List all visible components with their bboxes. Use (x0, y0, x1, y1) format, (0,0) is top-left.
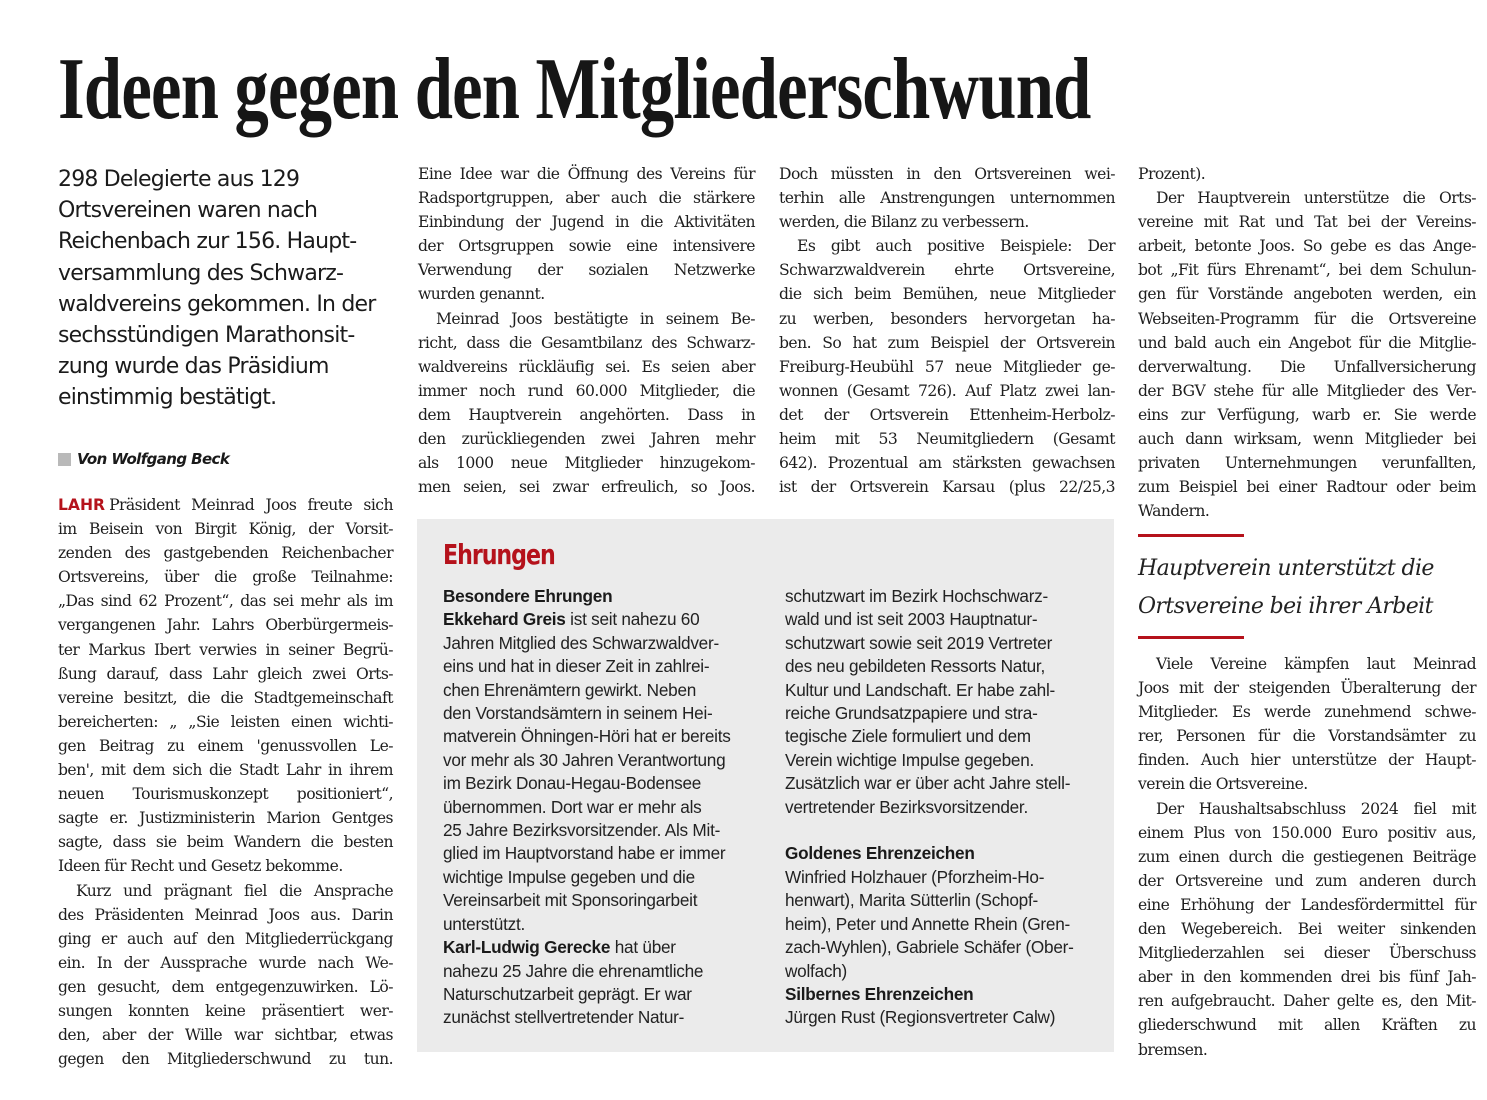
body-line: Joos mit der steigenden Überalterung der (1138, 679, 1476, 698)
body-line: ist der Ortsverein Karsau (plus 22/25,3 (779, 478, 1115, 497)
body-line: Prozent). (1138, 165, 1206, 183)
body-line: ßung darauf, dass Lahr gleich zwei Orts- (58, 664, 393, 683)
infobox-line: vertretender Bezirksvorsitzender. (785, 796, 1028, 817)
body-line: im Beisein von Birgit König, der Vorsit- (58, 520, 393, 539)
body-line: heim mit 53 Neumitgliedern (Gesamt (779, 430, 1115, 449)
body-line: der Ortsvereine und zum anderen durch (1138, 871, 1476, 890)
infobox-line: glied im Hauptvorstand habe er immer (443, 843, 726, 864)
subheading-line: Ortsvereine bei ihrer Arbeit (1138, 594, 1433, 619)
body-line: ein. In der Aussprache wurde nach We- (58, 953, 393, 972)
body-line: sagte er. Justizministerin Marion Gentges (58, 809, 393, 828)
column-2 (418, 162, 755, 499)
teaser-line: Reichenbach zur 156. Haupt- (58, 229, 357, 255)
body-line: des Präsidenten Meinrad Joos aus. Darin (58, 905, 393, 924)
teaser-line: Ortsvereinen waren nach (58, 198, 318, 224)
body-line: Wandern. (1138, 502, 1210, 521)
body-line: den Wegebereich. Bei weiter sinkenden (1138, 920, 1476, 939)
infobox-section-heading: Goldenes Ehrenzeichen (785, 843, 975, 864)
infobox-line: reiche Grundsatzpapiere und stra- (785, 703, 1038, 724)
teaser-line: einstimmig bestätigt. (58, 385, 277, 411)
body-line: Der Haushaltsabschluss 2024 fiel mit (1156, 799, 1476, 818)
body-line: vereine mit Rat und Tat bei der Vereins- (1138, 213, 1476, 232)
body-line: bot „Fit fürs Ehrenamt“, bei dem Schulun- (1138, 261, 1476, 280)
body-line: verein die Ortsvereine. (1138, 775, 1308, 794)
body-line: ren aufgebraucht. Daher gelte es, den Mit- (1138, 992, 1476, 1011)
body-line: der Ortsgruppen sowie eine intensivere (418, 237, 755, 256)
body-line: und bald auch ein Angebot für die Mitglie- (1138, 333, 1476, 352)
infobox-line: nahezu 25 Jahre die ehrenamtliche (443, 960, 704, 981)
subheading-rule-bottom (1138, 636, 1244, 639)
infobox-line: übernommen. Dort war er mehr als (443, 796, 702, 817)
body-line: bremsen. (1138, 1040, 1208, 1059)
author-name: Von Wolfgang Beck (77, 450, 230, 468)
body-line: ben', mit dem sich die Stadt Lahr in ihrem (58, 761, 393, 780)
infobox-line: Jürgen Rust (Regionsvertreter Calw) (785, 1007, 1056, 1028)
body-line: wonnen (Gesamt 726). Auf Platz zwei lan- (779, 381, 1115, 400)
body-line: Ortsvereins, über die große Teilnahme: (58, 568, 393, 587)
infobox-line: unterstützt. (443, 913, 526, 934)
body-line: Kurz und prägnant fiel die Ansprache (76, 881, 393, 900)
infobox-title: Ehrungen (443, 538, 555, 571)
body-line: Webseiten-Programm für die Ortsvereine (1138, 309, 1476, 328)
body-line: det der Ortsverein Ettenheim-Herbolz- (779, 405, 1115, 424)
body-line: Meinrad Joos bestätigte in seinem Be- (436, 309, 755, 328)
infobox-line: heim), Peter und Annette Rhein (Gren- (785, 913, 1071, 934)
body-line: immer noch rund 60.000 Mitglieder, die (418, 381, 755, 400)
column-4-top (1138, 162, 1476, 523)
body-line: arbeit, betonte Joos. So gebe es das Ange- (1138, 237, 1476, 256)
byline-square-icon (58, 453, 71, 466)
body-line: Freiburg-Heubühl 57 neue Mitglieder ge- (779, 357, 1115, 376)
body-line: dem Hauptverein angehörten. Dass in (418, 405, 755, 424)
teaser-line: waldvereins gekommen. In der (58, 291, 376, 317)
body-line: Schwarzwaldverein ehrte Ortsvereine, (779, 261, 1115, 280)
body-line: gen Beitrag zu einem 'genussvollen Le- (58, 736, 393, 755)
infobox-column-left (443, 585, 773, 1030)
body-line: rer, Personen für die Vorstandsämter zu (1138, 727, 1476, 746)
body-line: werden, die Bilanz zu verbessern. (779, 213, 1029, 232)
infobox-spacer (785, 819, 1105, 842)
body-line: zum einen durch die gestiegenen Beiträge (1138, 847, 1476, 866)
dateline: LAHR (58, 496, 106, 514)
infobox-line: zach-Wyhlen), Gabriele Schäfer (Ober- (785, 937, 1074, 958)
infobox-line: Kultur und Landschaft. Er habe zahl- (785, 679, 1055, 700)
body-line: Der Hauptverein unterstütze die Orts- (1156, 189, 1476, 208)
column-1 (58, 493, 393, 1071)
column-4-bottom (1138, 652, 1476, 1062)
body-line: gen für Vorstände angeboten werden, ein (1138, 285, 1476, 304)
byline (58, 450, 229, 468)
infobox-line: 25 Jahre Bezirksvorsitzender. Als Mit- (443, 820, 721, 841)
infobox-line: henwart), Marita Sütterlin (Schopf- (785, 890, 1038, 911)
infobox-section-heading: Silbernes Ehrenzeichen (785, 983, 974, 1004)
body-line: Ideen für Recht und Gesetz bekomme. (58, 857, 343, 876)
column-3 (779, 162, 1115, 499)
infobox-line: Jahren Mitglied des Schwarzwaldver- (443, 632, 719, 653)
body-line: Eine Idee war die Öffnung des Vereins für (418, 165, 755, 183)
infobox-line: Winfried Holzhauer (Pforzheim-Ho- (785, 866, 1045, 887)
body-line: sungen konnten keine präsentiert wer- (58, 1001, 393, 1020)
infobox-line: wald und ist seit 2003 Hauptnatur- (785, 609, 1038, 630)
infobox-line: wolfach) (785, 960, 847, 981)
body-line: terhin alle Anstrengungen unternommen (779, 189, 1115, 208)
body-line: privaten Unternehmungen verunfallten, (1138, 454, 1476, 473)
body-line: Viele Vereine kämpfen laut Meinrad (1156, 655, 1476, 673)
body-line: eine Erhöhung der Landesfördermittel für (1138, 895, 1476, 914)
infobox-column-right (785, 585, 1105, 1030)
infobox-line: vor mehr als 30 Jahren Verantwortung (443, 749, 726, 770)
body-line: gliederschwund mit allen Kräften zu (1138, 1016, 1476, 1035)
body-line: gegen den Mitgliederschwund zu tun. (58, 1050, 393, 1069)
body-line: den, aber der Wille war sichtbar, etwas (58, 1026, 393, 1045)
body-line: bereicherten: „ „Sie leisten einen wichti- (58, 712, 393, 731)
teaser-line: versammlung des Schwarz- (58, 260, 344, 286)
infobox-line: chen Ehrenämtern gewirkt. Neben (443, 679, 697, 700)
subheading-rule-top (1138, 534, 1244, 537)
honoree-name: Ekkehard Greis (443, 609, 566, 630)
infobox-line: des neu gebildeten Ressorts Natur, (785, 656, 1045, 677)
body-line: zu werben, besonders hervorgetan ha- (779, 309, 1115, 328)
infobox-section-heading: Besondere Ehrungen (443, 586, 613, 606)
body-line: LAHR Präsident Meinrad Joos freute sich (58, 496, 393, 514)
body-line: zenden des gastgebenden Reichenbacher (58, 544, 393, 563)
body-line: als 1000 neue Mitglieder hinzugekom- (418, 454, 755, 473)
infobox-line: den Vorstandsämtern in seinem Hei- (443, 703, 713, 724)
body-line: wurden genannt. (418, 285, 545, 304)
infobox-line: eins und hat in dieser Zeit in zahlrei- (443, 656, 710, 677)
body-line: den zurückliegenden zwei Jahren mehr (418, 430, 755, 449)
body-line: Verwendung der sozialen Netzwerke (418, 261, 755, 280)
body-line: finden. Auch hier unterstütze der Haupt- (1138, 751, 1476, 770)
body-line: ben. So hat zum Beispiel der Ortsverein (779, 333, 1115, 352)
body-line: Mitgliederzahlen sei dieser Überschuss (1138, 944, 1476, 963)
teaser-line: 298 Delegierte aus 129 (58, 167, 300, 192)
infobox-line: Vereinsarbeit mit Sponsoringarbeit (443, 890, 698, 911)
body-line: ging er auch auf den Mitgliederrückgang (58, 929, 393, 948)
body-line: neuen Tourismuskonzept positioniert“, (58, 785, 393, 804)
body-line: waldvereins rückläufig sei. Es seien aber (418, 357, 755, 376)
infobox-line: Karl-Ludwig Gerecke hat über (443, 937, 676, 958)
teaser-line: sechsstündigen Marathonsit- (58, 323, 355, 349)
body-line: „Das sind 62 Prozent“, das sei mehr als im (58, 592, 393, 611)
body-line: ter Markus Ibert verwies in seiner Begrü- (58, 640, 393, 659)
body-line: vergangenen Jahr. Lahrs Oberbürgermeis- (58, 616, 393, 635)
infobox-line: Ekkehard Greis ist seit nahezu 60 (443, 609, 700, 630)
infobox-line: Verein wichtige Impulse gegeben. (785, 749, 1035, 770)
body-line: derverwaltung. Die Unfallversicherung (1138, 357, 1476, 376)
teaser-line: zung wurde das Präsidium (58, 354, 329, 380)
teaser (58, 164, 403, 414)
body-line: zum Beispiel bei einer Radtour oder beim (1138, 478, 1476, 497)
body-line: vereine besitzt, die die Stadtgemeinschaft (58, 688, 393, 707)
headline: Ideen gegen den Mitgliederschwund (58, 41, 1091, 138)
honoree-name: Karl-Ludwig Gerecke (443, 937, 611, 958)
infobox-line: Zusätzlich war er über acht Jahre stell- (785, 773, 1071, 794)
body-line: 642). Prozentual am stärksten gewachsen (779, 454, 1115, 473)
infobox-line: wichtige Impulse gegeben und die (443, 866, 695, 887)
body-line: sagte, dass sie beim Wandern die besten (58, 833, 393, 852)
body-line: einem Plus von 150.000 Euro positiv aus, (1138, 823, 1476, 842)
body-line: Es gibt auch positive Beispiele: Der (797, 237, 1115, 256)
infobox-line: tegische Ziele formuliert und dem (785, 726, 1031, 747)
body-line: Radsportgruppen, aber auch die stärkere (418, 189, 755, 208)
body-line: eins zur Verfügung, warb er. Sie werde (1138, 405, 1476, 424)
body-line: die sich beim Bemühen, neue Mitglieder (779, 285, 1115, 304)
body-line: Einbindung der Jugend in die Aktivitäten (418, 213, 755, 232)
infobox-line: schutzwart sowie seit 2019 Vertreter (785, 632, 1053, 653)
infobox-line: zunächst stellvertretender Natur- (443, 1007, 685, 1028)
subheading-line: Hauptverein unterstützt die (1138, 556, 1434, 581)
body-line: auch dann wirksam, wenn Mitglieder bei (1138, 430, 1476, 449)
infobox-line: im Bezirk Donau-Hegau-Bodensee (443, 773, 702, 794)
body-line: Doch müssten in den Ortsvereinen wei- (779, 165, 1115, 183)
infobox-line: matverein Öhningen-Höri hat er bereits (443, 726, 731, 747)
subheading (1138, 550, 1434, 626)
body-line: aber in den kommenden drei bis fünf Jah- (1138, 968, 1476, 987)
body-line: gen gesucht, dem entgegenzuwirken. Lö- (58, 977, 393, 996)
body-line: richt, dass die Gesamtbilanz des Schwarz- (418, 333, 755, 352)
body-line: men seien, sei zwar erfreulich, so Joos. (418, 478, 755, 497)
infobox-line: schutzwart im Bezirk Hochschwarz- (785, 586, 1048, 606)
body-line: Mitglieder. Es werde zunehmend schwe- (1138, 703, 1476, 722)
body-line: der BGV stehe für alle Mitglieder des Ver- (1138, 381, 1476, 400)
infobox-line: Naturschutzarbeit geprägt. Er war (443, 983, 692, 1004)
